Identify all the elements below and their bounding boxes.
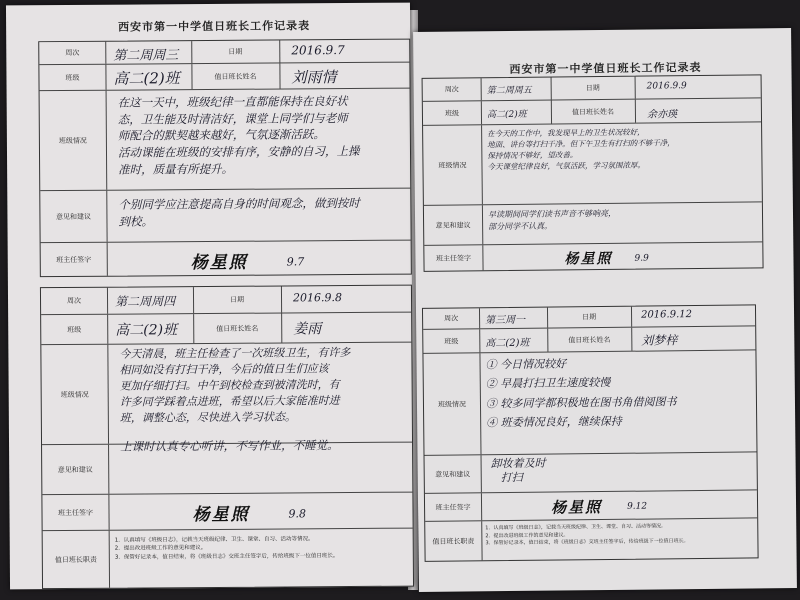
sign-date: 9.7: [286, 255, 305, 269]
situation-text: ① 今日情况较好 ② 早晨打扫卫生速度较慢 ③ 较多同学都积极地在图书角借阅图书 ④ 班委情况良好，继续保持: [485, 357, 677, 430]
advice-text: 个别同学应注意提高自身的时间观念，做到按时 到校。: [118, 195, 360, 229]
class-label: 班级: [444, 337, 459, 346]
teacher-sign-label: 班主任签字: [435, 254, 471, 263]
monitor-label: 值日班长姓名: [214, 72, 257, 81]
situation-label: 班级情况: [58, 136, 87, 146]
right-page: [413, 28, 797, 592]
record-card: [422, 304, 759, 561]
class-value: 高二(2)班: [486, 109, 527, 121]
record-card: [38, 39, 412, 278]
situation-label: 班级情况: [438, 161, 467, 170]
form-title: 西安市第一中学值日班长工作记录表: [118, 19, 311, 34]
duties-text: 1．认真填写《班级日志》，记载当天班级纪律、卫生、课堂、自习、活动等情况。 2．提出改进班级工作的意见和建议。 3．保管好记录本，值日结束，将《班级日志》交班主任签字后，传给班级下一位值日班长。: [485, 523, 689, 547]
class-label: 班级: [444, 109, 459, 118]
week-label: 周次: [65, 48, 80, 58]
class-label: 班级: [67, 325, 82, 334]
advice-text: 卸妆着及时 打扫: [490, 456, 546, 485]
class-label: 班级: [65, 73, 80, 83]
teacher-sign-label: 班主任签字: [56, 255, 92, 265]
class-value: 高二(2)班: [115, 322, 178, 339]
week-label: 周次: [444, 314, 459, 323]
form-title: 西安市第一中学值日班长工作记录表: [509, 60, 702, 76]
situation-label: 班级情况: [60, 390, 89, 400]
class-value: 高二(2)班: [485, 337, 530, 350]
week-value: 第二周周三: [113, 48, 179, 64]
monitor-name: 姜雨: [293, 321, 322, 338]
date-label: 日期: [585, 84, 600, 93]
advice-text: 上课时认真专心听讲，不写作业，不睡觉。: [120, 438, 339, 454]
teacher-signature: 杨星照: [192, 504, 250, 526]
monitor-name: 余亦瑛: [646, 109, 678, 121]
date-label: 日期: [582, 313, 597, 322]
teacher-signature: 杨星照: [564, 250, 613, 268]
monitor-label: 值日班长姓名: [568, 335, 611, 345]
week-value: 第二周周四: [114, 294, 176, 309]
teacher-sign-label: 班主任签字: [57, 508, 94, 518]
week-value: 第三周一: [485, 314, 526, 327]
date-value: 2016.9.12: [640, 309, 693, 321]
duties-label: 值日班长职责: [432, 537, 475, 546]
teacher-signature: 杨星照: [190, 252, 248, 274]
date-value: 2016.9.9: [646, 81, 687, 92]
advice-label: 意见和建议: [435, 470, 471, 479]
teacher-signature: 杨星照: [550, 498, 603, 517]
duties-label: 值日班长职责: [54, 555, 97, 565]
date-label: 日期: [229, 295, 245, 304]
monitor-name: 刘雨情: [291, 68, 337, 87]
situation-text: 今天清晨，班主任检查了一次班级卫生，有许多 相同如没有打扫干净，今后的值日生们应该 更加仔细打扫。中午到校检查到被清洗时，有 许多同学踩着点进班，希望以后大家能准时进 班，调整心态，尽快进入学习状态。: [119, 346, 351, 425]
advice-text: 早读期间同学们读书声音不够响亮， 部分同学不认真。: [487, 208, 617, 231]
monitor-label: 值日班长姓名: [216, 324, 259, 333]
duties-text: 1．认真填写《班级日志》，记载当天班级纪律、卫生、课堂、自习、活动等情况。 2．提出改进班级工作的意见和建议。 3．保管好记录本，值日结束，将《班级日志》交班主任签字后，传给班级下一位值日班长。: [114, 536, 339, 561]
date-label: 日期: [228, 47, 243, 56]
week-label: 周次: [67, 296, 82, 305]
monitor-label: 值日班长姓名: [571, 107, 614, 117]
monitor-name: 刘梦梓: [641, 333, 678, 348]
date-value: 2016.9.7: [291, 43, 345, 58]
advice-label: 意见和建议: [435, 221, 471, 230]
record-card: [40, 285, 414, 590]
record-card: [422, 74, 764, 272]
situation-text: 在今天的工作中，我发现早上的卫生状况较好， 地面、讲台等打扫干净。但下午卫生有打扫的不够干净， 保持情况不够好，望改善。 今天课堂纪律良好，气氛活跃，学习氛围浓厚。: [487, 127, 675, 171]
class-value: 高二(2)班: [113, 69, 180, 88]
week-label: 周次: [444, 85, 459, 94]
teacher-sign-label: 班主任签字: [435, 503, 471, 512]
date-value: 2016.9.8: [292, 291, 343, 305]
advice-label: 意见和建议: [55, 212, 91, 222]
situation-text: 在这一天中，班级纪律一直都能保持在良好状 态，卫生能及时清洁好，课堂上同学们与老师 师配合的默契越来越好，气氛逐渐活跃。 活动课能在班级的安排有序，安静的自习，上操 准时，质量有所提升。: [117, 94, 360, 177]
week-value: 第二周周五: [486, 85, 532, 97]
left-page: [6, 3, 414, 590]
sign-date: 9.9: [634, 253, 649, 264]
advice-label: 意见和建议: [57, 465, 93, 475]
sign-date: 9.8: [288, 507, 307, 521]
situation-label: 班级情况: [437, 400, 467, 409]
sign-date: 9.12: [627, 501, 648, 512]
